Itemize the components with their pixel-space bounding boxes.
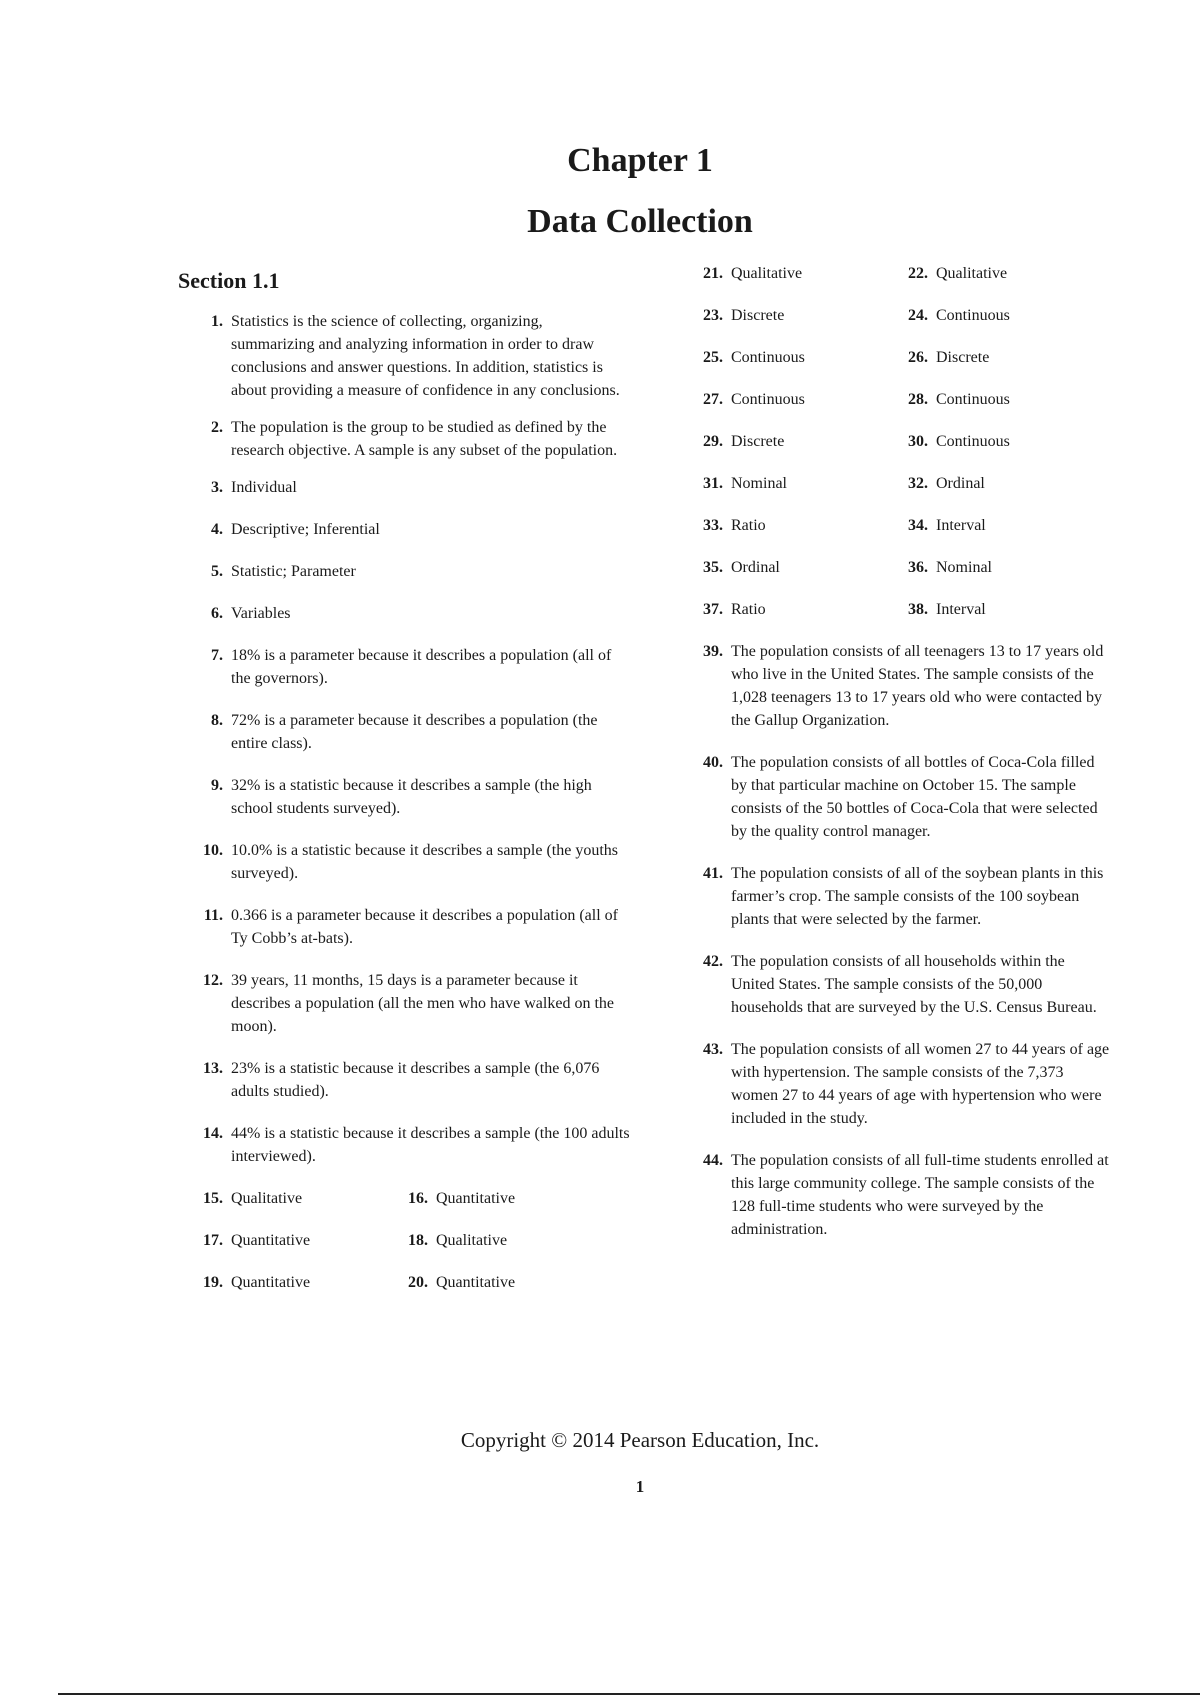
answer-item xyxy=(190,904,630,950)
answer-item xyxy=(190,839,630,885)
answer-pair-cell xyxy=(690,346,895,369)
item-text: 44% is a statistic because it describes a sample (the 100 adults interviewed). xyxy=(231,1125,630,1165)
item-number: 16. xyxy=(408,1190,428,1207)
item-number: 6. xyxy=(211,605,223,622)
item-number: 32. xyxy=(908,475,928,492)
answer-item xyxy=(690,751,1110,843)
item-text: 72% is a parameter because it describes a population (the entire class). xyxy=(231,712,598,752)
item-text: Ratio xyxy=(731,517,766,534)
item-number: 29. xyxy=(703,433,723,450)
answer-pair-cell xyxy=(895,430,1010,453)
answer-pair-row xyxy=(690,514,1110,537)
item-text: Ordinal xyxy=(936,475,985,492)
item-text: 39 years, 11 months, 15 days is a parameter because it describes a population (all the men who have walked on the moon). xyxy=(231,972,614,1035)
item-text: Quantitative xyxy=(231,1274,311,1291)
bottom-divider xyxy=(58,1693,1200,1695)
item-number: 35. xyxy=(703,559,723,576)
answer-pair-row xyxy=(690,472,1110,495)
item-text: Variables xyxy=(231,605,291,622)
item-text: Individual xyxy=(231,479,297,496)
item-number: 37. xyxy=(703,601,723,618)
item-number: 22. xyxy=(908,265,928,282)
answer-pair-cell xyxy=(190,1271,395,1294)
item-number: 2. xyxy=(211,419,223,436)
item-text: Continuous xyxy=(936,307,1010,324)
item-number: 34. xyxy=(908,517,928,534)
answer-pair-cell xyxy=(690,304,895,327)
item-number: 5. xyxy=(211,563,223,580)
answer-pair-cell xyxy=(895,556,992,579)
item-number: 38. xyxy=(908,601,928,618)
answer-pair-cell xyxy=(690,262,895,285)
answer-pair-cell xyxy=(190,1187,395,1210)
item-text: Interval xyxy=(936,517,986,534)
item-text: Quantitative xyxy=(436,1190,516,1207)
answer-pair-cell xyxy=(190,1229,395,1252)
answer-pair-cell xyxy=(690,472,895,495)
item-text: Quantitative xyxy=(436,1274,516,1291)
item-number: 7. xyxy=(211,647,223,664)
item-number: 9. xyxy=(211,777,223,794)
item-number: 28. xyxy=(908,391,928,408)
answer-pair-cell xyxy=(395,1271,515,1294)
item-text: Ordinal xyxy=(731,559,780,576)
answer-pair-row xyxy=(690,346,1110,369)
item-text: Nominal xyxy=(731,475,787,492)
item-text: The population consists of all households within the United States. The sample consists of the 50,000 households that are surveyed by the U.S. Census Bureau. xyxy=(731,953,1097,1016)
item-text: Qualitative xyxy=(936,265,1008,282)
item-number: 26. xyxy=(908,349,928,366)
answer-item xyxy=(690,862,1110,931)
answer-pair-cell xyxy=(690,514,895,537)
answer-item xyxy=(190,416,630,462)
item-number: 39. xyxy=(703,643,723,660)
answer-pair-row xyxy=(690,430,1110,453)
item-text: Statistic; Parameter xyxy=(231,563,356,580)
item-text: Qualitative xyxy=(231,1190,303,1207)
item-number: 18. xyxy=(408,1232,428,1249)
copyright-notice: Copyright © 2014 Pearson Education, Inc. xyxy=(460,1428,820,1452)
answer-item xyxy=(690,640,1110,732)
answer-item xyxy=(190,774,630,820)
item-text: 32% is a statistic because it describes a sample (the high school students surveyed). xyxy=(231,777,592,817)
answer-pair-cell xyxy=(895,304,1010,327)
item-text: Discrete xyxy=(731,307,785,324)
item-text: Nominal xyxy=(936,559,992,576)
item-number: 3. xyxy=(211,479,223,496)
item-number: 42. xyxy=(703,953,723,970)
item-number: 40. xyxy=(703,754,723,771)
right-column xyxy=(690,262,1110,1241)
answer-pair-cell xyxy=(690,388,895,411)
answer-pair-row xyxy=(690,388,1110,411)
answer-item xyxy=(190,1057,630,1103)
answer-pair-row xyxy=(190,1187,630,1210)
answer-pair-cell xyxy=(690,556,895,579)
item-number: 20. xyxy=(408,1274,428,1291)
answer-pair-cell xyxy=(895,262,1007,285)
item-number: 8. xyxy=(211,712,223,729)
item-text: 23% is a statistic because it describes a sample (the 6,076 adults studied). xyxy=(231,1060,600,1100)
answer-pair-cell xyxy=(395,1187,515,1210)
item-text: The population consists of all of the soybean plants in this farmer’s crop. The sample consists of the 100 soybean plants that were selected by the farmer. xyxy=(731,865,1104,928)
item-number: 31. xyxy=(703,475,723,492)
item-text: 10.0% is a statistic because it describes a sample (the youths surveyed). xyxy=(231,842,619,882)
answer-item xyxy=(190,1122,630,1168)
answer-pair-cell xyxy=(895,514,986,537)
left-column xyxy=(190,310,630,1294)
answer-item xyxy=(690,1038,1110,1130)
item-text: Qualitative xyxy=(731,265,803,282)
page-number: 1 xyxy=(635,1477,645,1496)
item-number: 21. xyxy=(703,265,723,282)
chapter-subtitle: Data Collection xyxy=(527,203,753,240)
item-number: 36. xyxy=(908,559,928,576)
item-number: 41. xyxy=(703,865,723,882)
item-text: Continuous xyxy=(936,433,1010,450)
item-text: 0.366 is a parameter because it describes a population (all of Ty Cobb’s at-bats). xyxy=(231,907,618,947)
item-number: 33. xyxy=(703,517,723,534)
item-number: 10. xyxy=(203,842,223,859)
item-text: The population consists of all teenagers 13 to 17 years old who live in the United States. The sample consists of the 1,028 teenagers 13 to 17 years old who were contacted by the Gallup Organization. xyxy=(731,643,1104,729)
item-text: Qualitative xyxy=(436,1232,508,1249)
item-text: The population consists of all full-time students enrolled at this large community college. The sample consists of the 128 full-time students who were surveyed by the administration. xyxy=(731,1152,1109,1238)
answer-pair-cell xyxy=(895,346,989,369)
answer-pair-row xyxy=(690,556,1110,579)
answer-pair-cell xyxy=(895,472,985,495)
answer-pair-row xyxy=(690,598,1110,621)
section-heading: Section 1.1 xyxy=(178,268,280,293)
answer-item xyxy=(690,1149,1110,1241)
answer-item xyxy=(190,518,630,541)
answer-pair-cell xyxy=(895,598,986,621)
item-number: 23. xyxy=(703,307,723,324)
item-text: Continuous xyxy=(731,391,805,408)
item-number: 44. xyxy=(703,1152,723,1169)
item-number: 1. xyxy=(211,313,223,330)
answer-item xyxy=(190,476,630,499)
item-number: 15. xyxy=(203,1190,223,1207)
answer-item xyxy=(190,709,630,755)
answer-pair-row xyxy=(190,1229,630,1252)
item-text: Quantitative xyxy=(231,1232,311,1249)
answer-pair-row xyxy=(190,1271,630,1294)
item-number: 17. xyxy=(203,1232,223,1249)
item-number: 19. xyxy=(203,1274,223,1291)
item-text: Continuous xyxy=(731,349,805,366)
item-number: 27. xyxy=(703,391,723,408)
item-text: 18% is a parameter because it describes a population (all of the governors). xyxy=(231,647,612,687)
chapter-title: Chapter 1 xyxy=(567,142,713,179)
item-text: Discrete xyxy=(936,349,990,366)
answer-pair-row xyxy=(690,262,1110,285)
answer-item xyxy=(190,602,630,625)
item-text: Continuous xyxy=(936,391,1010,408)
item-text: The population is the group to be studied as defined by the research objective. A sample is any subset of the population. xyxy=(231,419,618,459)
answer-item xyxy=(190,310,630,402)
item-number: 12. xyxy=(203,972,223,989)
item-number: 43. xyxy=(703,1041,723,1058)
answer-pair-cell xyxy=(690,598,895,621)
answer-pair-cell xyxy=(895,388,1010,411)
item-text: Ratio xyxy=(731,601,766,618)
item-number: 11. xyxy=(203,907,223,924)
answer-pair-row xyxy=(690,304,1110,327)
answer-item xyxy=(190,644,630,690)
item-number: 14. xyxy=(203,1125,223,1142)
answer-item xyxy=(690,950,1110,1019)
item-text: Descriptive; Inferential xyxy=(231,521,380,538)
item-text: Discrete xyxy=(731,433,785,450)
answer-pair-cell xyxy=(690,430,895,453)
item-text: The population consists of all women 27 to 44 years of age with hypertension. The sample consists of the 7,373 women 27 to 44 years of age with hypertension who were included in the study. xyxy=(731,1041,1110,1127)
item-text: Interval xyxy=(936,601,986,618)
item-number: 13. xyxy=(203,1060,223,1077)
item-number: 25. xyxy=(703,349,723,366)
answer-pair-cell xyxy=(395,1229,507,1252)
item-number: 24. xyxy=(908,307,928,324)
answer-item xyxy=(190,969,630,1038)
item-number: 4. xyxy=(211,521,223,538)
item-number: 30. xyxy=(908,433,928,450)
item-text: Statistics is the science of collecting, organizing, summarizing and analyzing information in order to draw conclusions and answer questions. In addition, statistics is about providing a measure of confidence in any conclusions. xyxy=(231,313,620,399)
item-text: The population consists of all bottles of Coca-Cola filled by that particular machine on October 15. The sample consists of the 50 bottles of Coca-Cola that were selected by the quality control manager. xyxy=(731,754,1098,840)
answer-item xyxy=(190,560,630,583)
